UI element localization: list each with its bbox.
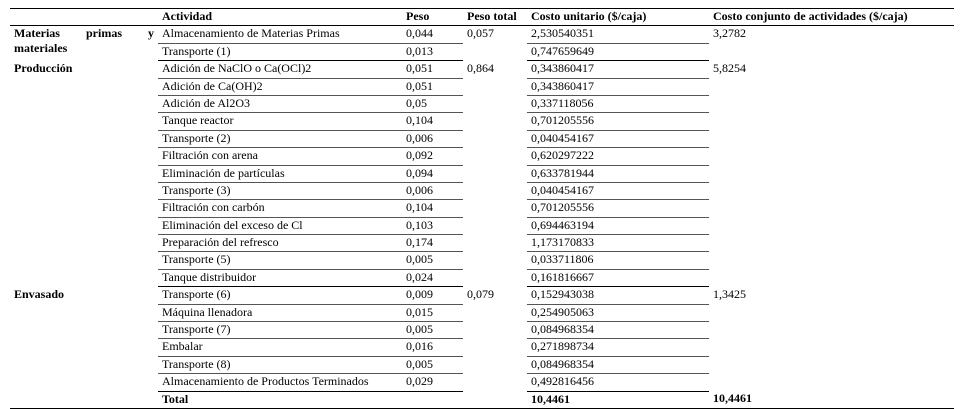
costo-unitario-cell: 0,254905063	[527, 304, 709, 321]
actividad-cell: Transporte (6)	[158, 287, 402, 304]
actividad-cell: Filtración con arena	[158, 148, 402, 165]
header-costo-unitario: Costo unitario ($/caja)	[531, 9, 647, 23]
costo-unitario-cell: 0,033711806	[527, 252, 709, 269]
peso-cell: 0,092	[402, 148, 463, 165]
costo-unitario-cell: 0,701205556	[527, 200, 709, 217]
costo-unitario-cell: 0,694463194	[527, 217, 709, 234]
peso-total-cell: 0,057	[467, 26, 494, 41]
peso-cell: 0,024	[402, 269, 463, 286]
costo-unitario-cell: 2,530540351	[527, 26, 709, 43]
costo-unitario-cell: 0,152943038	[527, 287, 709, 304]
cost-table	[10, 8, 954, 409]
actividad-cell: Tanque distribuidor	[158, 269, 402, 286]
costo-unitario-cell: 0,337118056	[527, 95, 709, 112]
peso-cell: 0,009	[402, 287, 463, 304]
total-peso-empty	[402, 391, 463, 408]
header-row	[10, 9, 954, 26]
actividad-cell: Adición de NaClO o Ca(OCl)2	[158, 61, 402, 78]
costo-unitario-cell: 0,701205556	[527, 113, 709, 130]
costo-unitario-cell: 0,084968354	[527, 322, 709, 339]
costo-unitario-cell: 0,633781944	[527, 165, 709, 182]
peso-cell: 0,094	[402, 165, 463, 182]
costo-unitario-cell: 0,161816667	[527, 269, 709, 286]
total-peso-total-empty	[463, 391, 527, 408]
peso-cell: 0,005	[402, 252, 463, 269]
actividad-cell: Eliminación de partículas	[158, 165, 402, 182]
actividad-cell: Adición de Al2O3	[158, 95, 402, 112]
table-body	[10, 26, 954, 409]
peso-cell: 0,051	[402, 78, 463, 95]
actividad-cell: Embalar	[158, 339, 402, 356]
peso-cell: 0,044	[402, 26, 463, 43]
costo-unitario-cell: 0,747659649	[527, 43, 709, 60]
actividad-cell: Transporte (5)	[158, 252, 402, 269]
peso-cell: 0,104	[402, 113, 463, 130]
header-costo-conjunto: Costo conjunto de actividades ($/caja)	[713, 9, 908, 23]
peso-cell: 0,015	[402, 304, 463, 321]
actividad-cell: Máquina llenadora	[158, 304, 402, 321]
actividad-cell: Almacenamiento de Materias Primas	[158, 26, 402, 43]
peso-total-cell: 0,864	[467, 60, 494, 75]
header-peso-total: Peso total	[467, 9, 517, 23]
costo-conjunto-cell: 5,8254	[713, 60, 746, 75]
costo-conjunto-cell: 1,3425	[713, 286, 746, 301]
total-row	[10, 391, 954, 408]
total-costo-conjunto: 10,4461	[709, 391, 954, 408]
category-cell: Envasado	[14, 286, 65, 301]
peso-cell: 0,006	[402, 182, 463, 199]
category-cell: Producción	[14, 60, 73, 75]
costo-unitario-cell: 0,040454167	[527, 182, 709, 199]
costo-unitario-cell: 0,040454167	[527, 130, 709, 147]
actividad-cell: Adición de Ca(OH)2	[158, 78, 402, 95]
peso-cell: 0,103	[402, 217, 463, 234]
peso-cell: 0,005	[402, 322, 463, 339]
costo-unitario-cell: 1,173170833	[527, 235, 709, 252]
costo-unitario-cell: 0,084968354	[527, 356, 709, 373]
total-empty-cell	[10, 391, 158, 408]
total-costo-unitario: 10,4461	[527, 391, 709, 408]
actividad-cell: Tanque reactor	[158, 113, 402, 130]
header-category	[10, 9, 158, 26]
peso-cell: 0,051	[402, 61, 463, 78]
costo-unitario-cell: 0,343860417	[527, 61, 709, 78]
peso-cell: 0,006	[402, 130, 463, 147]
actividad-cell: Almacenamiento de Productos Terminados	[158, 374, 402, 391]
costo-conjunto-cell: 3,2782	[713, 26, 746, 41]
peso-cell: 0,029	[402, 374, 463, 391]
peso-cell: 0,005	[402, 356, 463, 373]
actividad-cell: Preparación del refresco	[158, 235, 402, 252]
actividad-cell: Filtración con carbón	[158, 200, 402, 217]
peso-total-cell: 0,079	[467, 286, 494, 301]
costo-unitario-cell: 0,271898734	[527, 339, 709, 356]
peso-cell: 0,013	[402, 43, 463, 60]
costo-unitario-cell: 0,620297222	[527, 148, 709, 165]
costo-unitario-cell: 0,492816456	[527, 374, 709, 391]
table-row	[10, 26, 954, 43]
actividad-cell: Transporte (2)	[158, 130, 402, 147]
actividad-cell: Transporte (8)	[158, 356, 402, 373]
table-row	[10, 61, 954, 78]
header-peso: Peso	[406, 9, 430, 23]
peso-cell: 0,104	[402, 200, 463, 217]
peso-cell: 0,016	[402, 339, 463, 356]
peso-cell: 0,05	[402, 95, 463, 112]
peso-cell: 0,174	[402, 235, 463, 252]
actividad-cell: Transporte (7)	[158, 322, 402, 339]
header-actividad: Actividad	[162, 9, 213, 23]
total-label: Total	[158, 391, 402, 408]
costo-unitario-cell: 0,343860417	[527, 78, 709, 95]
category-cell: Materias primas y materiales	[14, 26, 154, 56]
actividad-cell: Eliminación del exceso de Cl	[158, 217, 402, 234]
table-row	[10, 287, 954, 304]
actividad-cell: Transporte (1)	[158, 43, 402, 60]
actividad-cell: Transporte (3)	[158, 182, 402, 199]
